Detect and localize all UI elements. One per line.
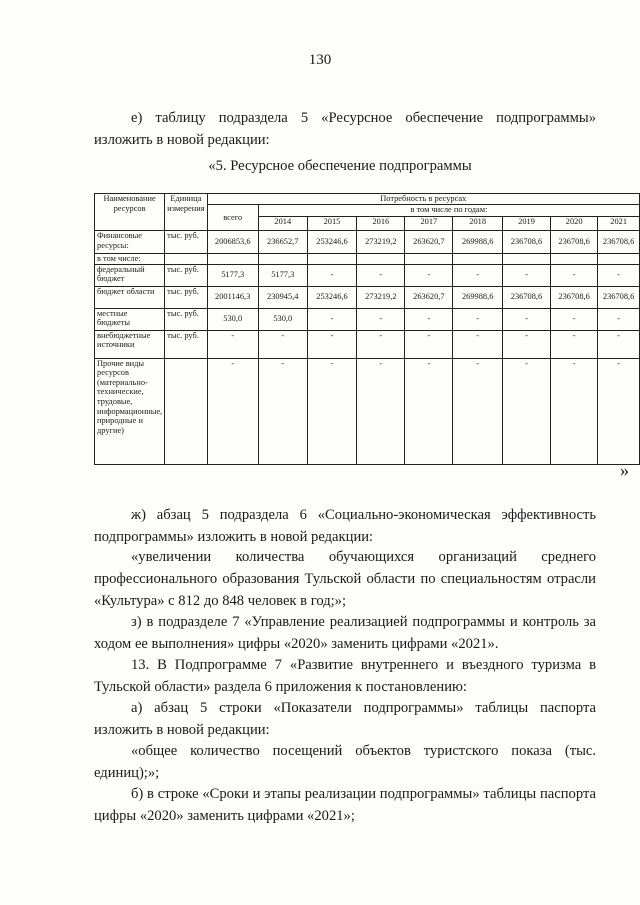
closing-quote: » bbox=[620, 460, 629, 480]
row-value bbox=[405, 254, 453, 265]
row-value: - bbox=[598, 358, 640, 464]
row-value bbox=[307, 254, 357, 265]
row-value: - bbox=[502, 330, 550, 358]
row-name: Финансовые ресурсы: bbox=[95, 231, 165, 254]
row-total: - bbox=[207, 358, 258, 464]
row-total: 2006853,6 bbox=[207, 231, 258, 254]
row-value: - bbox=[453, 308, 503, 330]
header-year: 2020 bbox=[551, 217, 598, 231]
paragraph-e: е) таблицу подраздела 5 «Ресурсное обеспечение подпрограммы» изложить в новой редакции: bbox=[94, 110, 596, 148]
row-value: - bbox=[405, 308, 453, 330]
row-value: - bbox=[598, 330, 640, 358]
row-value: 273219,2 bbox=[357, 231, 405, 254]
row-value: - bbox=[453, 330, 503, 358]
table-row bbox=[95, 264, 640, 286]
row-value: 236652,7 bbox=[258, 231, 307, 254]
row-name: бюджет области bbox=[95, 286, 165, 308]
row-value: 236708,6 bbox=[502, 286, 550, 308]
row-name: внебюджетные источники bbox=[95, 330, 165, 358]
paragraph-a: а) абзац 5 строки «Показатели подпрограммы» таблицы паспорта изложить в новой редакции: bbox=[94, 700, 596, 738]
row-total: 2001146,3 bbox=[207, 286, 258, 308]
row-value: - bbox=[357, 308, 405, 330]
header-year: 2015 bbox=[307, 217, 357, 231]
row-value bbox=[502, 254, 550, 265]
row-value: 236708,6 bbox=[502, 231, 550, 254]
table-row bbox=[95, 308, 640, 330]
paragraph-b: б) в строке «Сроки и этапы реализации подпрограммы» таблицы паспорта цифры «2020» заменить цифрами «2021»; bbox=[94, 786, 596, 824]
header-need: Потребность в ресурсах bbox=[207, 194, 639, 205]
row-value: - bbox=[551, 264, 598, 286]
row-unit: тыс. руб. bbox=[165, 308, 207, 330]
row-value: 236708,6 bbox=[551, 231, 598, 254]
row-value: 263620,7 bbox=[405, 231, 453, 254]
row-name: местные бюджеты bbox=[95, 308, 165, 330]
resources-table bbox=[94, 193, 640, 465]
row-unit: тыс. руб. bbox=[165, 330, 207, 358]
row-name: в том числе: bbox=[95, 254, 165, 265]
row-value bbox=[598, 254, 640, 265]
row-value: - bbox=[453, 358, 503, 464]
table-row bbox=[95, 358, 640, 464]
row-value: - bbox=[551, 308, 598, 330]
row-total: - bbox=[207, 330, 258, 358]
row-unit: тыс. руб. bbox=[165, 286, 207, 308]
header-year: 2018 bbox=[453, 217, 503, 231]
header-name: Наименование ресурсов bbox=[95, 194, 165, 231]
row-value bbox=[258, 254, 307, 265]
row-value: - bbox=[551, 358, 598, 464]
header-by-years: в том числе по годам: bbox=[258, 205, 639, 217]
table-row bbox=[95, 231, 640, 254]
row-total: 5177,3 bbox=[207, 264, 258, 286]
section-title: «5. Ресурсное обеспечение подпрограммы bbox=[208, 158, 472, 174]
row-value: - bbox=[551, 330, 598, 358]
row-value: 236708,6 bbox=[598, 286, 640, 308]
header-total: всего bbox=[207, 205, 258, 231]
row-value: - bbox=[258, 330, 307, 358]
page-number: 130 bbox=[308, 52, 332, 68]
row-value: - bbox=[357, 264, 405, 286]
header-year: 2016 bbox=[357, 217, 405, 231]
row-value: 236708,6 bbox=[551, 286, 598, 308]
table-row bbox=[95, 286, 640, 308]
row-value: 236708,6 bbox=[598, 231, 640, 254]
row-value: - bbox=[502, 308, 550, 330]
row-value: - bbox=[405, 264, 453, 286]
row-value: - bbox=[307, 330, 357, 358]
row-unit bbox=[165, 254, 207, 265]
row-value: 253246,6 bbox=[307, 286, 357, 308]
paragraph-quote-2: «общее количество посещений объектов туристского показа (тыс. единиц);»; bbox=[94, 743, 596, 781]
row-value: 230945,4 bbox=[258, 286, 307, 308]
header-unit: Единица измерения bbox=[165, 194, 207, 231]
row-total bbox=[207, 254, 258, 265]
row-value: 530,0 bbox=[258, 308, 307, 330]
row-value: - bbox=[307, 358, 357, 464]
row-unit bbox=[165, 358, 207, 464]
row-value: - bbox=[357, 358, 405, 464]
row-name: федеральный бюджет bbox=[95, 264, 165, 286]
row-value: - bbox=[502, 358, 550, 464]
row-value: - bbox=[502, 264, 550, 286]
row-value: - bbox=[405, 330, 453, 358]
row-value: - bbox=[258, 358, 307, 464]
row-unit: тыс. руб. bbox=[165, 231, 207, 254]
table-row bbox=[95, 330, 640, 358]
row-unit: тыс. руб. bbox=[165, 264, 207, 286]
row-total: 530,0 bbox=[207, 308, 258, 330]
row-value: - bbox=[307, 264, 357, 286]
paragraph-zh: ж) абзац 5 подраздела 6 «Социально-экономическая эффективность подпрограммы» изложить в новой редакции: bbox=[94, 507, 596, 545]
row-value: 273219,2 bbox=[357, 286, 405, 308]
paragraph-quote-1: «увеличении количества обучающихся организаций среднего профессионального образования Тульской области по специальностям отрасли «Культура» с 812 до 848 человек в год;»; bbox=[94, 549, 596, 609]
row-value bbox=[357, 254, 405, 265]
row-value: - bbox=[405, 358, 453, 464]
header-year: 2017 bbox=[405, 217, 453, 231]
paragraph-z: з) в подразделе 7 «Управление реализацией подпрограммы и контроль за ходом ее выполнения» цифры «2020» заменить цифрами «2021». bbox=[94, 614, 596, 652]
row-value: 5177,3 bbox=[258, 264, 307, 286]
paragraph-13: 13. В Подпрограмме 7 «Развитие внутреннего и въездного туризма в Тульской области» раздела 6 приложения к постановлению: bbox=[94, 657, 596, 695]
row-value bbox=[453, 254, 503, 265]
row-value: 269988,6 bbox=[453, 286, 503, 308]
header-year: 2021 bbox=[598, 217, 640, 231]
row-value bbox=[551, 254, 598, 265]
row-value: - bbox=[598, 264, 640, 286]
header-year: 2014 bbox=[258, 217, 307, 231]
row-value: 269988,6 bbox=[453, 231, 503, 254]
row-value: - bbox=[307, 308, 357, 330]
row-value: - bbox=[598, 308, 640, 330]
header-year: 2019 bbox=[502, 217, 550, 231]
row-value: 253246,6 bbox=[307, 231, 357, 254]
table-row bbox=[95, 254, 640, 265]
row-name: Прочие виды ресурсов (материально-технические, трудовые, информационные, природные и другие) bbox=[95, 358, 165, 464]
row-value: - bbox=[357, 330, 405, 358]
row-value: 263620,7 bbox=[405, 286, 453, 308]
row-value: - bbox=[453, 264, 503, 286]
